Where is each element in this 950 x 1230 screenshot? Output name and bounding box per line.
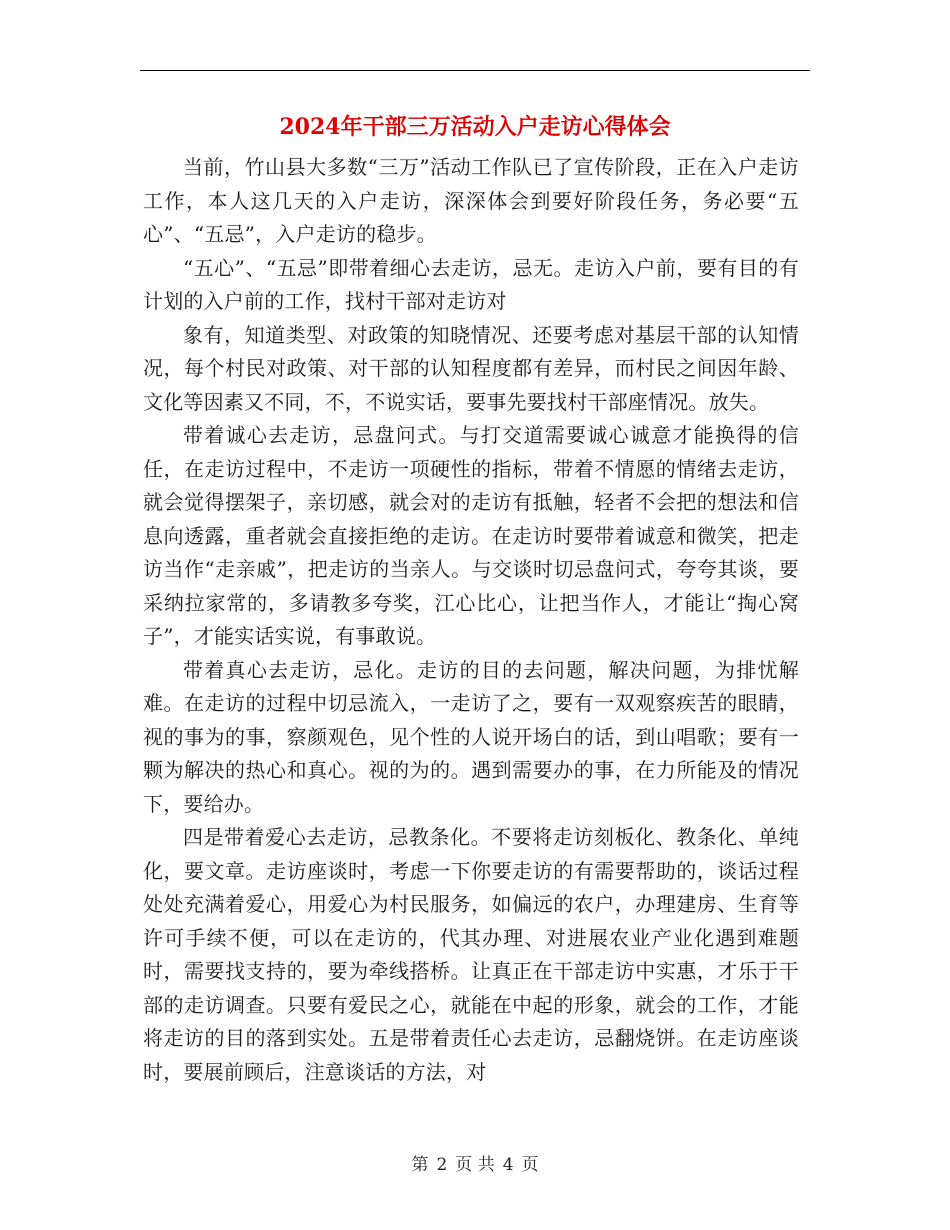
document-title: 2024年干部三万活动入户走访心得体会 [279,114,671,140]
footer-prefix: 第 [411,1155,429,1175]
header-rule [140,70,810,71]
footer-page-number: 2 [436,1155,448,1175]
paragraph-2: “五心”、“五忌”即带着细心去走访，忌无。走访入户前，要有目的有计划的入户前的工作，找村干部对走访对 [143,255,799,313]
footer-total-pages: 4 [502,1155,514,1175]
paragraph-1: 当前，竹山县大多数“三万”活动工作队已了宣传阶段，正在入户走访工作，本人这几天的入户走访，深深体会到要好阶段任务，务必要“五心”、“五忌”，入户走访的稳步。 [143,155,799,246]
paragraph-6: 四是带着爱心去走访，忌教条化。不要将走访刻板化、教条化、单纯化，要文章。走访座谈时，考虑一下你要走访的有需要帮助的，谈话过程处处充满着爱心，用爱心为村民服务，如偏远的农户，办理建房、生育等许可手续不便，可以在走访的，代其办理、对进展农业产业化遇到难题时，需要找支持的，要为牵线搭桥。让真正在干部走访中实惠，才乐于干部的走访调查。只要有爱民之心，就能在中起的形象，就会的工作，才能将走访的目的落到实处。五是带着责任心去走访，忌翻烧饼。在走访座谈时，要展前顾后，注意谈话的方法，对 [143,825,799,1084]
document-body [143,151,799,1089]
footer-middle: 页 共 [455,1155,495,1175]
footer-suffix: 页 [521,1155,539,1175]
paragraph-5: 带着真心去走访，忌化。走访的目的去问题，解决问题，为排忧解难。在走访的过程中切忌流入，一走访了之，要有一双观察疾苦的眼睛，视的事为的事，察颜观色，见个性的人说开场白的话，到山唱歌；要有一颗为解决的热心和真心。视的为的。遇到需要办的事，在力所能及的情况下，要给办。 [143,657,799,816]
paragraph-4: 带着诚心去走访，忌盘问式。与打交道需要诚心诚意才能换得的信任，在走访过程中，不走访一项硬性的指标，带着不情愿的情绪去走访，就会觉得摆架子，亲切感，就会对的走访有抵触，轻者不会把的想法和信息向透露，重者就会直接拒绝的走访。在走访时要带着诚意和微笑，把走访当作“走亲戚”，把走访的当亲人。与交谈时切忌盘问式，夸夸其谈，要采纳拉家常的，多请教多夸奖，江心比心，让把当作人，才能让“掏心窝子”，才能实话实说，有事敢说。 [143,423,799,648]
paragraph-3: 象有，知道类型、对政策的知晓情况、还要考虑对基层干部的认知情况，每个村民对政策、对干部的认知程度都有差异，而村民之间因年龄、文化等因素又不同，不，不说实话，要事先要找村干部座情况。放失。 [143,322,799,414]
page-footer [0,1153,950,1177]
